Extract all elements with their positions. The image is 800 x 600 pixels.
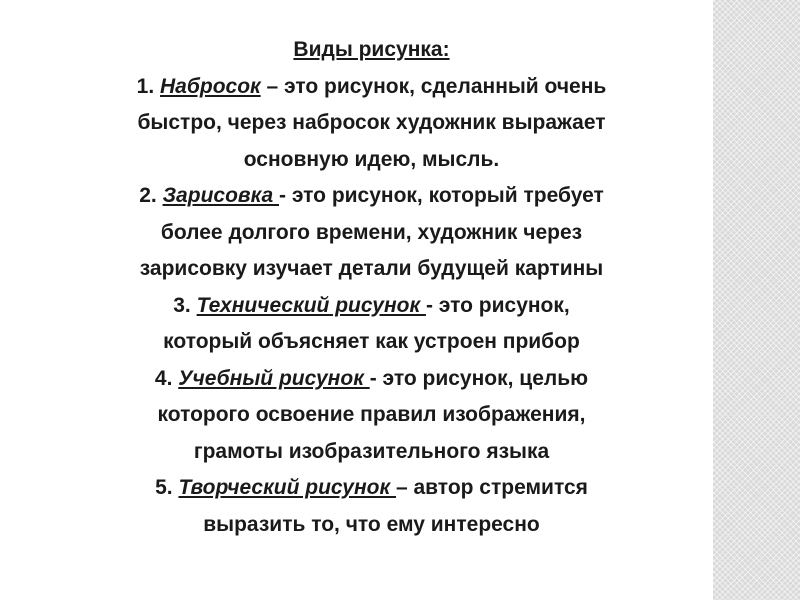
item-5-line-2: выразить то, что ему интересно [203,512,540,536]
item-4-line-2: которого освоение правил изображения, [157,403,586,426]
item-3-definition: - это рисунок, [425,293,570,317]
item-5-definition: – автор стремится [395,476,588,499]
item-1-line-2: быстро, через набросок художник выражает [137,111,606,134]
item-3-number: 3. [173,293,197,317]
item-2-definition: - это рисунок, который требует [279,184,604,207]
item-2-first-line [30,178,713,215]
item-5-first-line [30,470,713,507]
item-5-number: 5. [155,476,179,499]
item-4-number: 4. [154,366,179,390]
slide-text [30,32,713,543]
item-1-definition: – это рисунок, сделанный очень [260,74,607,98]
item-1-term: Набросок [160,74,261,98]
item-3-first-line [30,288,713,325]
item-3-term: Технический рисунок [196,293,426,317]
slide-title: Виды рисунка: [293,38,450,61]
decorative-side-stripe [713,0,800,600]
item-5-term: Творческий рисунок [178,476,396,499]
item-4-definition: - это рисунок, целью [369,366,589,390]
item-3-line-2: который объясняет как устроен прибор [163,330,580,353]
item-2-number: 2. [139,184,163,207]
item-2-line-2: более долгого времени, художник через [160,220,583,244]
item-1-first-line [30,69,713,106]
item-2-term: Зарисовка [162,184,279,207]
item-2-line-3: зарисовку изучает детали будущей картины [139,257,604,280]
item-1-number: 1. [136,74,161,98]
item-1-line-3: основную идею, мысль. [243,147,500,171]
item-4-term: Учебный рисунок [178,366,370,390]
item-4-line-3: грамоты изобразительного языка [193,439,550,463]
item-4-first-line [30,361,713,398]
